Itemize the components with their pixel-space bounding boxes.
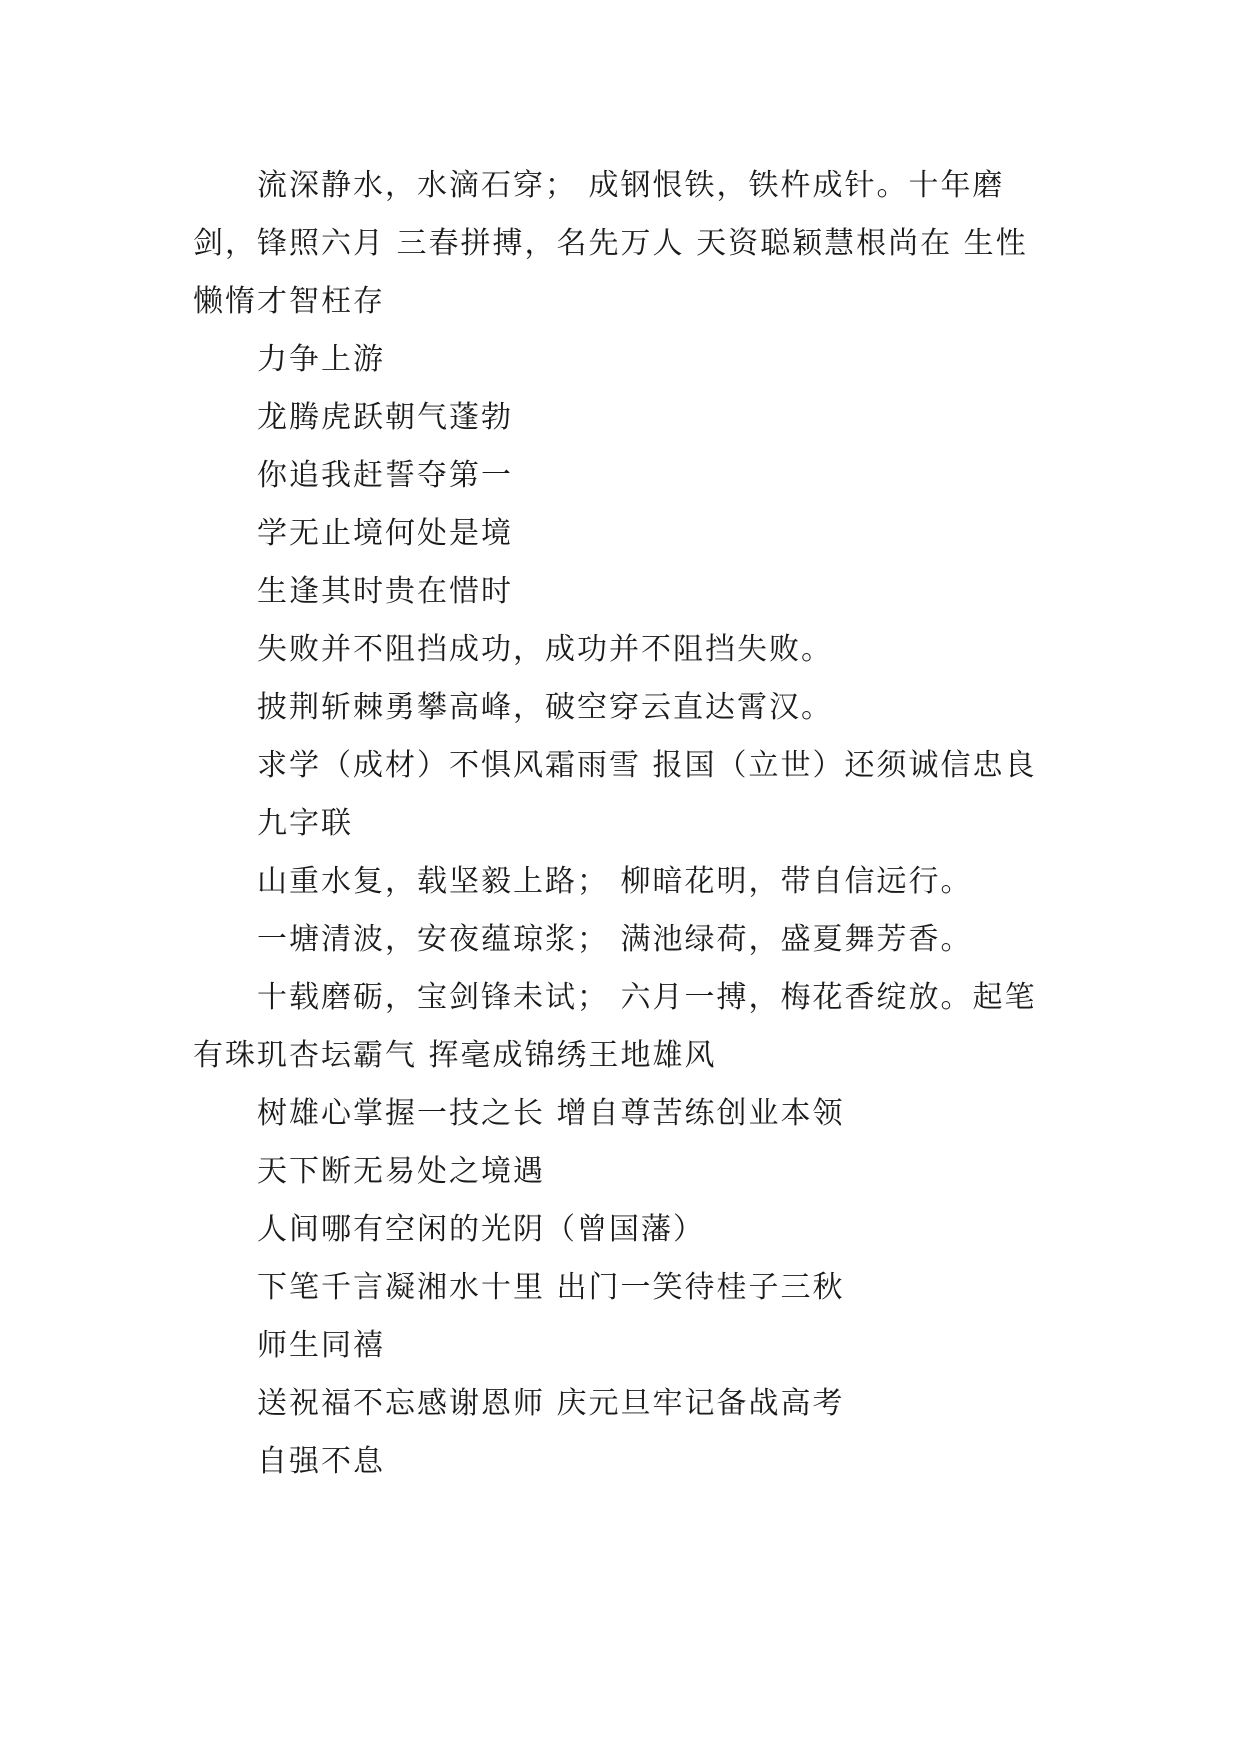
paragraph: 力争上游 <box>257 342 385 377</box>
document-body <box>193 157 1053 1491</box>
paragraph: 十载磨砺，宝剑锋未试； 六月一搏，梅花香绽放。起笔有珠玑杏坛霸气 挥毫成锦绣王地雄风 <box>193 980 1037 1073</box>
paragraph: 下笔千言凝湘水十里 出门一笑待桂子三秋 <box>257 1270 845 1305</box>
paragraph: 流深静水，水滴石穿； 成钢恨铁，铁杵成针。十年磨剑，锋照六月 三春拼搏，名先万人 天资聪颖慧根尚在 生性懒惰才智枉存 <box>193 168 1028 319</box>
paragraph: 生逢其时贵在惜时 <box>257 574 513 609</box>
paragraph: 一塘清波，安夜蕴琼浆； 满池绿荷，盛夏舞芳香。 <box>257 922 973 957</box>
paragraph: 山重水复，载坚毅上路； 柳暗花明，带自信远行。 <box>257 864 973 899</box>
paragraph: 求学（成材）不惧风霜雨雪 报国（立世）还须诚信忠良 <box>257 748 1037 783</box>
paragraph: 学无止境何处是境 <box>257 516 513 551</box>
paragraph: 人间哪有空闲的光阴（曾国藩） <box>257 1212 705 1247</box>
paragraph: 披荆斩棘勇攀高峰，破空穿云直达霄汉。 <box>257 690 833 725</box>
paragraph: 树雄心掌握一技之长 增自尊苦练创业本领 <box>257 1096 845 1131</box>
paragraph: 自强不息 <box>257 1444 385 1479</box>
paragraph: 你追我赶誓夺第一 <box>257 458 513 493</box>
paragraph: 天下断无易处之境遇 <box>257 1154 545 1189</box>
paragraph: 送祝福不忘感谢恩师 庆元旦牢记备战高考 <box>257 1386 845 1421</box>
paragraph: 师生同禧 <box>257 1328 385 1363</box>
paragraph: 九字联 <box>257 806 353 841</box>
paragraph: 龙腾虎跃朝气蓬勃 <box>257 400 513 435</box>
paragraph: 失败并不阻挡成功，成功并不阻挡失败。 <box>257 632 833 667</box>
